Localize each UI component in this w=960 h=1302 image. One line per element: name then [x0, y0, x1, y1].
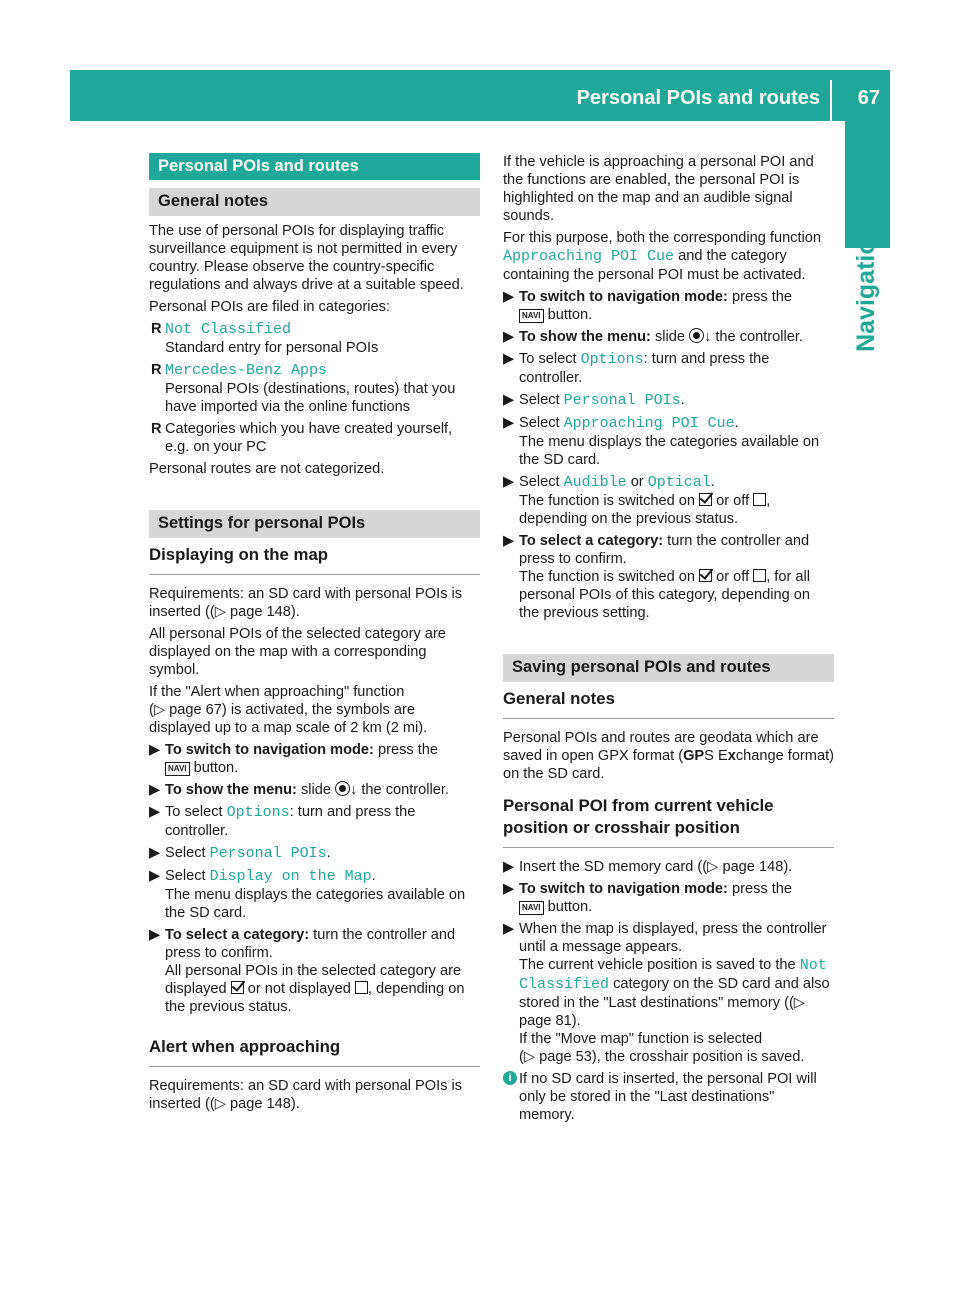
arrow-icon: ▶	[503, 415, 515, 431]
ref-icon: (▷	[209, 1096, 226, 1112]
ref-icon: (▷	[788, 995, 806, 1011]
checkbox-off-icon	[753, 569, 766, 582]
info-icon: i	[503, 1071, 517, 1085]
paragraph: If the "Alert when approaching" function (▷ page 67) is activated, the symbols are displayed up to a map scale of 2 km (2 mi).	[149, 684, 428, 736]
category-desc: Standard entry for personal POIs	[165, 340, 379, 356]
step: ▶ To select Options: turn and press the controller.	[149, 804, 416, 839]
step: ▶ Select Audible or Optical. The function is switched on or off , depending on the previous status.	[503, 474, 771, 527]
controller-icon	[335, 781, 350, 796]
page-header	[70, 70, 890, 121]
arrow-icon: ▶	[149, 742, 161, 758]
step: ▶ Select Personal POIs.	[503, 392, 685, 409]
arrow-icon: ▶	[503, 351, 515, 367]
left-column	[149, 153, 480, 1117]
arrow-icon: ▶	[149, 782, 161, 798]
checkbox-on-icon	[699, 569, 712, 582]
header-separator	[830, 80, 832, 121]
category-name: Mercedes-Benz Apps	[165, 362, 328, 379]
right-column	[503, 153, 834, 1124]
heading-general-notes: General notes	[503, 688, 834, 719]
arrow-icon: ▶	[503, 392, 515, 408]
category-desc: Personal POIs (destinations, routes) that you have imported via the online functions	[165, 381, 456, 415]
arrow-icon: ▶	[503, 289, 515, 305]
arrow-icon: ▶	[503, 533, 515, 549]
step: ▶ To select a category: turn the controller and press to confirm. All personal POIs in the selected category are displayed or not displayed , depending on the previous status.	[149, 927, 465, 1015]
controller-icon	[689, 328, 704, 343]
step: ▶ To show the menu: slide ↓ the controller.	[149, 782, 449, 798]
paragraph: Requirements: an SD card with personal POIs is inserted ((▷ page 148).	[149, 1078, 463, 1112]
heading-position: Personal POI from current vehicle position or crosshair position	[503, 795, 834, 848]
arrow-icon: ▶	[503, 921, 515, 937]
step: ▶ Select Display on the Map. The menu displays the categories available on the SD card.	[149, 868, 466, 921]
step: ▶ To switch to navigation mode: press the NAVI button.	[503, 289, 793, 323]
paragraph: All personal POIs of the selected category are displayed on the map with a corresponding symbol.	[149, 626, 446, 678]
navi-button-icon: NAVI	[519, 309, 544, 323]
arrow-icon: ▶	[149, 868, 161, 884]
category-name: Not Classified	[165, 321, 292, 338]
paragraph: For this purpose, both the corresponding function Approaching POI Cue and the category containing the personal POI must be activated.	[503, 230, 822, 283]
checkbox-on-icon	[231, 981, 244, 994]
list-item	[149, 320, 480, 357]
step: ▶ To switch to navigation mode: press the NAVI button.	[503, 881, 793, 915]
ref-icon: (▷	[149, 702, 166, 718]
paragraph: Personal POIs are filed in categories:	[149, 299, 390, 315]
paragraph: Personal routes are not categorized.	[149, 461, 385, 477]
arrow-icon: ▶	[149, 845, 161, 861]
navi-button-icon: NAVI	[519, 901, 544, 915]
info-note: i If no SD card is inserted, the personal POI will only be stored in the "Last destinations" memory.	[503, 1070, 834, 1124]
step: ▶ To show the menu: slide ↓ the controller.	[503, 329, 803, 345]
ref-icon: (▷	[702, 859, 719, 875]
paragraph: If the vehicle is approaching a personal POI and the functions are enabled, the personal POI is highlighted on the map and an audible signal sounds.	[503, 154, 814, 224]
step: ▶ Select Personal POIs.	[149, 845, 331, 862]
heading-displaying: Displaying on the map	[149, 544, 480, 575]
step: ▶ To select Options: turn and press the controller.	[503, 351, 770, 386]
navi-button-icon: NAVI	[165, 762, 190, 776]
heading-alert: Alert when approaching	[149, 1036, 480, 1067]
step: ▶ Select Approaching POI Cue. The menu displays the categories available on the SD card.	[503, 415, 820, 468]
bullet-icon: R	[151, 421, 162, 437]
step: ▶ To select a category: turn the controller and press to confirm. The function is switched on or off , for all personal POIs of this category, depending on the previous setting.	[503, 533, 810, 621]
list-item	[149, 361, 480, 416]
page-number: 67	[857, 87, 880, 109]
section-title: Personal POIs and routes	[149, 153, 480, 180]
arrow-icon: ▶	[149, 804, 161, 820]
arrow-icon: ▶	[149, 927, 161, 943]
paragraph: Requirements: an SD card with personal POIs is inserted ((▷ page 148).	[149, 586, 463, 620]
checkbox-off-icon	[753, 493, 766, 506]
step: ▶ Insert the SD memory card ((▷ page 148).	[503, 859, 793, 875]
list-item	[149, 420, 480, 456]
subsection-general-notes: General notes	[149, 188, 480, 216]
checkbox-off-icon	[355, 981, 368, 994]
paragraph: Personal POIs and routes are geodata which are saved in open GPX format (GPS Exchange format) on the SD card.	[503, 730, 834, 782]
checkbox-on-icon	[699, 493, 712, 506]
arrow-icon: ▶	[503, 859, 515, 875]
step: ▶ To switch to navigation mode: press the NAVI button.	[149, 742, 439, 776]
arrow-icon: ▶	[503, 329, 515, 345]
side-tab-label: Navigation	[852, 224, 880, 352]
ref-icon: (▷	[519, 1049, 536, 1065]
step: ▶ When the map is displayed, press the controller until a message appears. The current vehicle position is saved to the Not Classified category on the SD card and also stored in the "Last destinations" memory ((▷ page 81). If the "Move map" function is selected (▷ page 53), the crosshair position is saved.	[503, 921, 830, 1065]
paragraph: The use of personal POIs for displaying traffic surveillance equipment is not permitted in every country. Please observe the country-specific regulations and always drive at a suitable speed.	[149, 223, 464, 293]
arrow-icon: ▶	[503, 474, 515, 490]
ref-icon: (▷	[209, 604, 226, 620]
arrow-icon: ▶	[503, 881, 515, 897]
subsection-settings: Settings for personal POIs	[149, 510, 480, 538]
bullet-icon: R	[151, 362, 162, 378]
category-desc: Categories which you have created yourself, e.g. on your PC	[165, 421, 453, 455]
bullet-icon: R	[151, 321, 162, 337]
header-title: Personal POIs and routes	[576, 87, 820, 109]
subsection-saving: Saving personal POIs and routes	[503, 654, 834, 682]
